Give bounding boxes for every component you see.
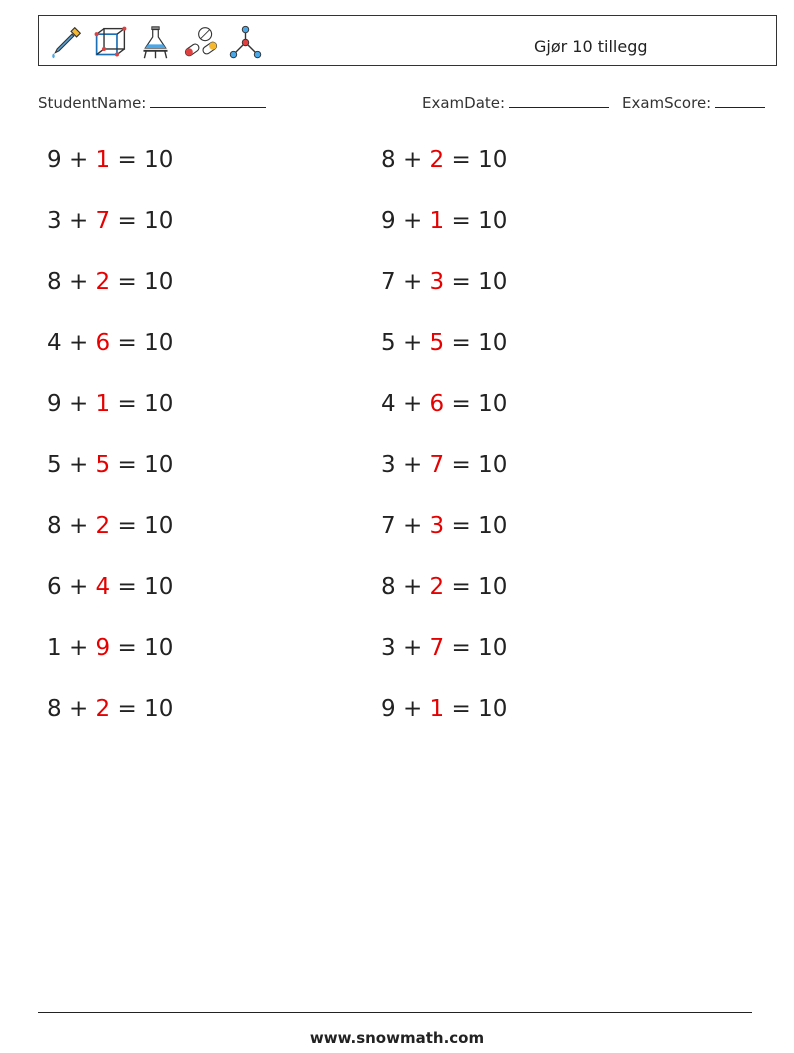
equals-sign: = bbox=[451, 391, 471, 417]
student-name-field bbox=[38, 93, 266, 112]
plus-sign: + bbox=[402, 513, 423, 539]
addend-a: 4 bbox=[47, 330, 62, 356]
plus-sign: + bbox=[68, 513, 89, 539]
addend-a: 7 bbox=[381, 513, 396, 539]
cube-icon bbox=[92, 24, 129, 61]
equals-sign: = bbox=[117, 391, 137, 417]
problem-item bbox=[47, 269, 173, 295]
plus-sign: + bbox=[402, 391, 423, 417]
equals-sign: = bbox=[451, 452, 471, 478]
problem-item bbox=[47, 635, 173, 661]
sum-value: 10 bbox=[144, 147, 174, 173]
plus-sign: + bbox=[402, 147, 423, 173]
problem-item bbox=[47, 513, 173, 539]
plus-sign: + bbox=[402, 452, 423, 478]
sum-value: 10 bbox=[144, 696, 174, 722]
missing-addend: 7 bbox=[95, 208, 111, 234]
exam-score-blank[interactable] bbox=[715, 93, 765, 108]
equals-sign: = bbox=[117, 269, 137, 295]
exam-date-label: ExamDate: bbox=[422, 94, 506, 112]
plus-sign: + bbox=[68, 208, 89, 234]
missing-addend: 5 bbox=[429, 330, 445, 356]
sum-value: 10 bbox=[144, 208, 174, 234]
problem-item bbox=[47, 696, 173, 722]
addend-a: 3 bbox=[381, 452, 396, 478]
plus-sign: + bbox=[68, 391, 89, 417]
missing-addend: 1 bbox=[95, 147, 111, 173]
missing-addend: 5 bbox=[95, 452, 111, 478]
addend-a: 9 bbox=[381, 208, 396, 234]
equals-sign: = bbox=[117, 696, 137, 722]
plus-sign: + bbox=[68, 574, 89, 600]
student-name-blank[interactable] bbox=[150, 93, 266, 108]
equals-sign: = bbox=[451, 635, 471, 661]
addend-a: 5 bbox=[47, 452, 62, 478]
problem-item bbox=[47, 574, 173, 600]
molecule-icon bbox=[227, 24, 264, 61]
missing-addend: 6 bbox=[95, 330, 111, 356]
missing-addend: 1 bbox=[95, 391, 111, 417]
missing-addend: 7 bbox=[429, 635, 445, 661]
missing-addend: 3 bbox=[429, 513, 445, 539]
sum-value: 10 bbox=[144, 269, 174, 295]
problem-item bbox=[47, 147, 173, 173]
plus-sign: + bbox=[402, 696, 423, 722]
sum-value: 10 bbox=[144, 330, 174, 356]
sum-value: 10 bbox=[478, 330, 508, 356]
missing-addend: 4 bbox=[95, 574, 111, 600]
problem-item bbox=[47, 391, 173, 417]
problem-item bbox=[381, 696, 507, 722]
footer-divider bbox=[38, 1012, 752, 1013]
sum-value: 10 bbox=[478, 574, 508, 600]
equals-sign: = bbox=[117, 147, 137, 173]
flask-icon bbox=[137, 24, 174, 61]
sum-value: 10 bbox=[144, 452, 174, 478]
equals-sign: = bbox=[451, 574, 471, 600]
missing-addend: 9 bbox=[95, 635, 111, 661]
problem-item bbox=[381, 513, 507, 539]
problem-item bbox=[381, 452, 507, 478]
footer-url: www.snowmath.com bbox=[309, 1029, 485, 1047]
exam-score-label: ExamScore: bbox=[622, 94, 712, 112]
sum-value: 10 bbox=[144, 391, 174, 417]
exam-score-field bbox=[622, 93, 765, 112]
sum-value: 10 bbox=[144, 635, 174, 661]
problem-item bbox=[381, 208, 507, 234]
plus-sign: + bbox=[402, 574, 423, 600]
problem-item bbox=[381, 574, 507, 600]
plus-sign: + bbox=[68, 330, 89, 356]
exam-date-blank[interactable] bbox=[509, 93, 609, 108]
plus-sign: + bbox=[402, 269, 423, 295]
missing-addend: 2 bbox=[429, 574, 445, 600]
page-title: Gjør 10 tillegg bbox=[534, 37, 648, 56]
sum-value: 10 bbox=[144, 513, 174, 539]
plus-sign: + bbox=[402, 208, 423, 234]
problem-item bbox=[381, 330, 507, 356]
addend-a: 8 bbox=[47, 513, 62, 539]
equals-sign: = bbox=[117, 574, 137, 600]
missing-addend: 2 bbox=[95, 696, 111, 722]
sum-value: 10 bbox=[478, 513, 508, 539]
problem-item bbox=[381, 635, 507, 661]
addend-a: 5 bbox=[381, 330, 396, 356]
missing-addend: 7 bbox=[429, 452, 445, 478]
plus-sign: + bbox=[68, 696, 89, 722]
missing-addend: 1 bbox=[429, 208, 445, 234]
missing-addend: 1 bbox=[429, 696, 445, 722]
plus-sign: + bbox=[402, 330, 423, 356]
dropper-icon bbox=[47, 24, 84, 61]
addend-a: 8 bbox=[381, 147, 396, 173]
sum-value: 10 bbox=[478, 269, 508, 295]
plus-sign: + bbox=[402, 635, 423, 661]
addend-a: 9 bbox=[47, 147, 62, 173]
sum-value: 10 bbox=[478, 635, 508, 661]
plus-sign: + bbox=[68, 147, 89, 173]
student-name-label: StudentName: bbox=[38, 94, 147, 112]
missing-addend: 2 bbox=[95, 513, 111, 539]
addend-a: 3 bbox=[47, 208, 62, 234]
sum-value: 10 bbox=[478, 147, 508, 173]
plus-sign: + bbox=[68, 452, 89, 478]
sum-value: 10 bbox=[478, 208, 508, 234]
equals-sign: = bbox=[451, 696, 471, 722]
worksheet-header bbox=[38, 15, 777, 66]
problem-item bbox=[47, 330, 173, 356]
addend-a: 8 bbox=[381, 574, 396, 600]
addend-a: 1 bbox=[47, 635, 62, 661]
sum-value: 10 bbox=[144, 574, 174, 600]
addend-a: 3 bbox=[381, 635, 396, 661]
problem-item bbox=[381, 269, 507, 295]
addend-a: 7 bbox=[381, 269, 396, 295]
equals-sign: = bbox=[451, 330, 471, 356]
addend-a: 4 bbox=[381, 391, 396, 417]
plus-sign: + bbox=[68, 635, 89, 661]
equals-sign: = bbox=[117, 208, 137, 234]
equals-sign: = bbox=[117, 452, 137, 478]
addend-a: 9 bbox=[47, 391, 62, 417]
equals-sign: = bbox=[117, 330, 137, 356]
addend-a: 8 bbox=[47, 269, 62, 295]
equals-sign: = bbox=[451, 269, 471, 295]
problem-item bbox=[47, 208, 173, 234]
missing-addend: 3 bbox=[429, 269, 445, 295]
equals-sign: = bbox=[117, 513, 137, 539]
exam-date-field bbox=[422, 93, 609, 112]
plus-sign: + bbox=[68, 269, 89, 295]
problem-item bbox=[47, 452, 173, 478]
missing-addend: 6 bbox=[429, 391, 445, 417]
addend-a: 8 bbox=[47, 696, 62, 722]
pills-icon bbox=[182, 24, 219, 61]
sum-value: 10 bbox=[478, 391, 508, 417]
missing-addend: 2 bbox=[95, 269, 111, 295]
equals-sign: = bbox=[451, 208, 471, 234]
header-icons bbox=[47, 22, 264, 62]
equals-sign: = bbox=[451, 513, 471, 539]
addend-a: 6 bbox=[47, 574, 62, 600]
equals-sign: = bbox=[117, 635, 137, 661]
problem-item bbox=[381, 147, 507, 173]
problem-item bbox=[381, 391, 507, 417]
sum-value: 10 bbox=[478, 696, 508, 722]
sum-value: 10 bbox=[478, 452, 508, 478]
equals-sign: = bbox=[451, 147, 471, 173]
missing-addend: 2 bbox=[429, 147, 445, 173]
addend-a: 9 bbox=[381, 696, 396, 722]
